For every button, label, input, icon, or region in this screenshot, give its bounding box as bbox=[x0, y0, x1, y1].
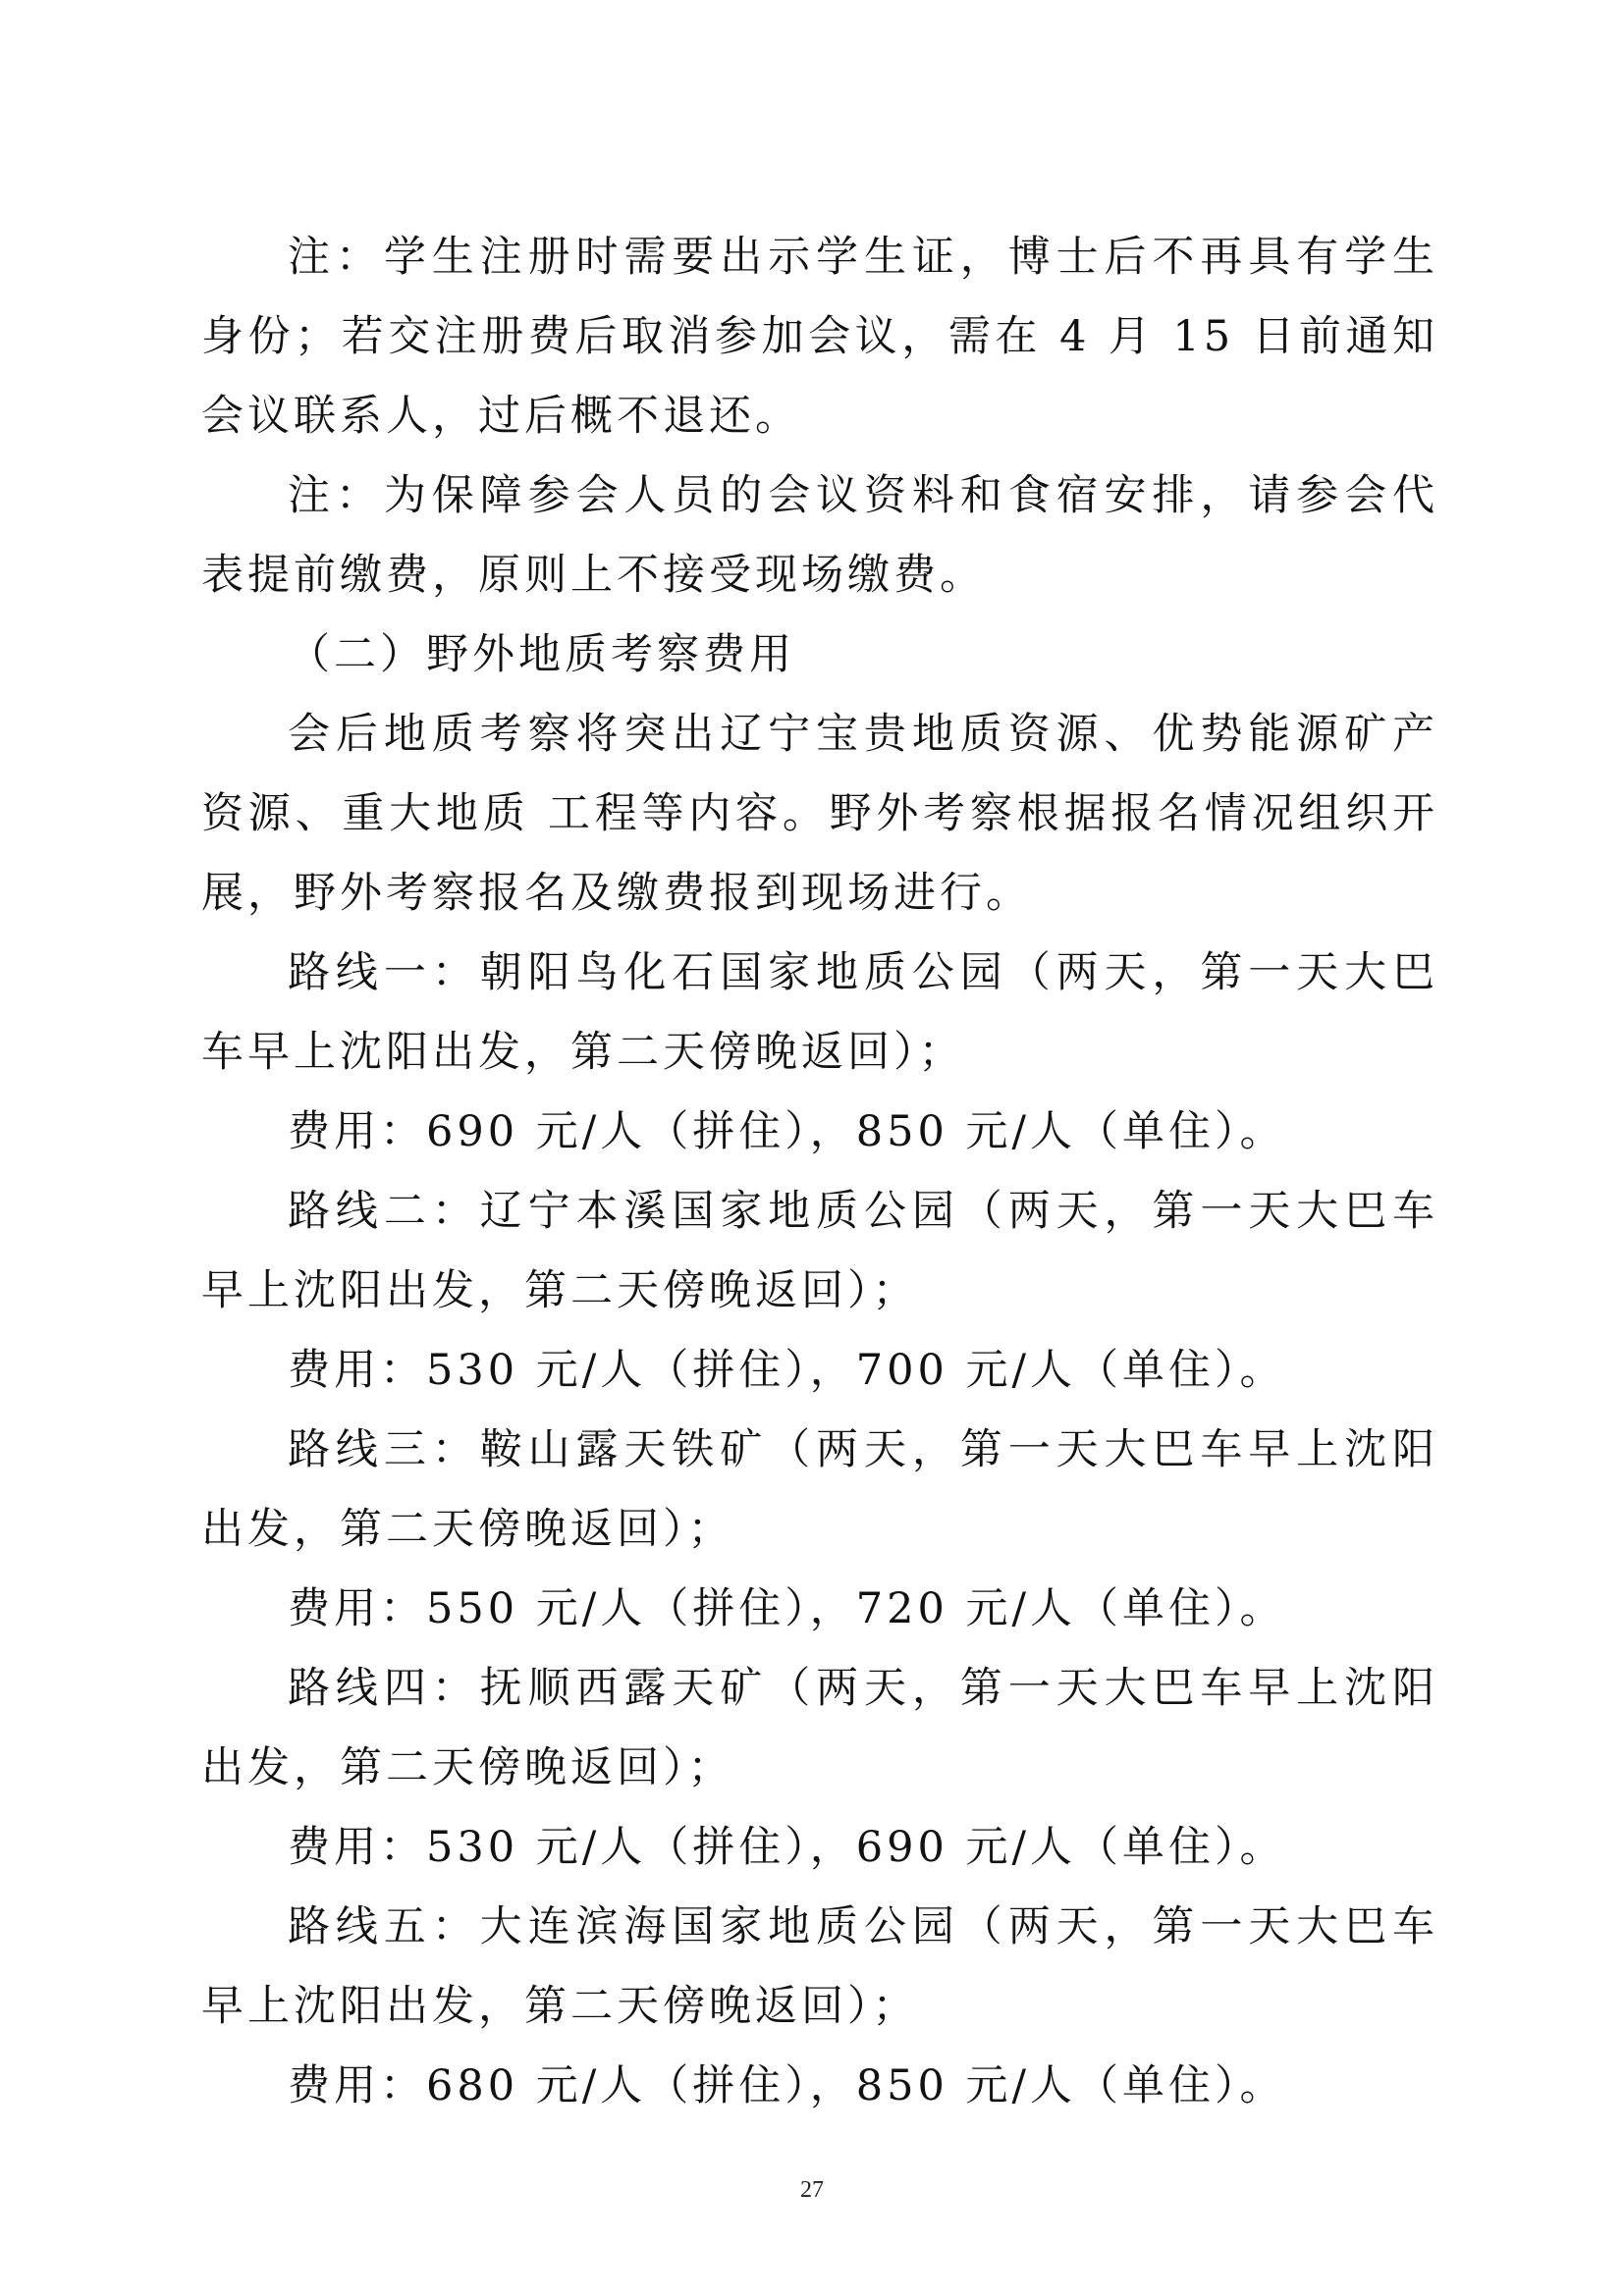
route-5-fee: 费用：680 元/人（拼住），850 元/人（单住）。 bbox=[288, 2061, 1286, 2110]
route-1-description: 路线一：朝阳鸟化石国家地质公园（两天，第一天大巴车早上沈阳出发，第二天傍晚返回）； bbox=[201, 948, 1438, 1077]
route-5-description: 路线五：大连滨海国家地质公园（两天，第一天大巴车早上沈阳出发，第二天傍晚返回）； bbox=[201, 1902, 1438, 2031]
route-3-fee: 费用：550 元/人（拼住），720 元/人（单住）。 bbox=[288, 1584, 1286, 1633]
note-prepayment: 注：为保障参会人员的会议资料和食宿安排，请参会代表提前缴费，原则上不接受现场缴费。 bbox=[201, 471, 1438, 600]
page-number: 27 bbox=[800, 2177, 824, 2203]
route-4-description: 路线四：抚顺西露天矿（两天，第一天大巴车早上沈阳出发，第二天傍晚返回）； bbox=[201, 1664, 1438, 1792]
route-2-description: 路线二：辽宁本溪国家地质公园（两天，第一天大巴车早上沈阳出发，第二天傍晚返回）； bbox=[201, 1187, 1438, 1315]
route-2-fee: 费用：530 元/人（拼住），700 元/人（单住）。 bbox=[288, 1346, 1286, 1395]
route-1-fee: 费用：690 元/人（拼住），850 元/人（单住）。 bbox=[288, 1107, 1286, 1156]
route-3-description: 路线三：鞍山露天铁矿（两天，第一天大巴车早上沈阳出发，第二天傍晚返回）； bbox=[201, 1425, 1438, 1554]
note-student-registration: 注：学生注册时需要出示学生证，博士后不再具有学生身份；若交注册费后取消参加会议，需在 4 月 15 日前通知会议联系人，过后概不退还。 bbox=[201, 233, 1438, 441]
field-trip-intro: 会后地质考察将突出辽宁宝贵地质资源、优势能源矿产资源、重大地质 工程等内容。野外考察根据报名情况组织开展，野外考察报名及缴费报到现场进行。 bbox=[201, 710, 1438, 918]
route-4-fee: 费用：530 元/人（拼住），690 元/人（单住）。 bbox=[288, 1823, 1286, 1872]
section-heading-field-trip-fees: （二）野外地质考察费用 bbox=[288, 630, 795, 679]
document-body bbox=[201, 218, 1438, 2126]
